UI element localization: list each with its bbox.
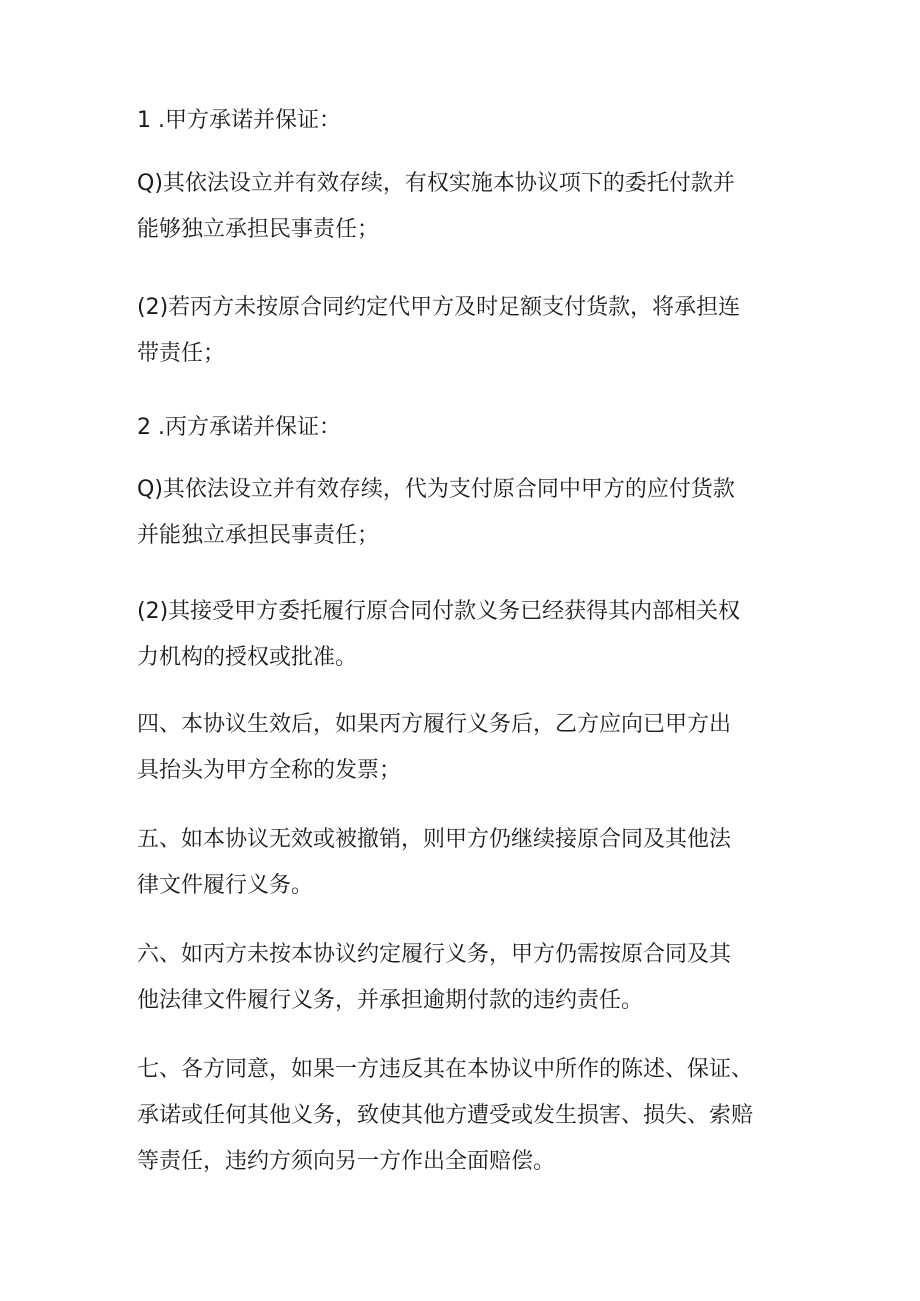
- text-line: 七、各方同意，如果一方违反其在本协议中所作的陈述、保证、: [137, 1057, 754, 1082]
- clause-four: [137, 702, 817, 794]
- clause-seven: [137, 1047, 817, 1185]
- clause-six: [137, 932, 817, 1024]
- text-line: 1 .甲方承诺并保证：: [137, 108, 341, 133]
- text-line: 他法律文件履行义务，并承担逾期付款的违约责任。: [137, 988, 644, 1013]
- text-line: 力机构的授权或批准。: [137, 645, 358, 670]
- clause-party-c-item-1: [137, 467, 817, 559]
- text-line: 五、如本协议无效或被撤销，则甲方仍继续接原合同及其他法: [137, 827, 732, 852]
- text-line: (2)若丙方未按原合同约定代甲方及时足额支付货款，将承担连: [137, 295, 741, 320]
- text-line: 2 .丙方承诺并保证：: [137, 415, 341, 440]
- clause-party-a-item-2: [137, 285, 817, 377]
- text-line: Q)其依法设立并有效存续，代为支付原合同中甲方的应付货款: [137, 477, 735, 502]
- text-line: 六、如丙方未按本协议约定履行义务，甲方仍需按原合同及其: [137, 942, 732, 967]
- text-line: 律文件履行义务。: [137, 873, 314, 898]
- text-line: 四、本协议生效后，如果丙方履行义务后，乙方应向已甲方出: [137, 712, 732, 737]
- text-line: 等责任，违约方须向另一方作出全面赔偿。: [137, 1149, 556, 1174]
- text-line: 带责任；: [137, 341, 226, 366]
- text-line: Q)其依法设立并有效存续，有权实施本协议项下的委托付款并: [137, 171, 735, 196]
- clause-party-c-heading: [137, 405, 817, 451]
- text-line: 具抬头为甲方全称的发票；: [137, 758, 402, 783]
- text-line: 能够独立承担民事责任；: [137, 217, 380, 242]
- clause-five: [137, 817, 817, 909]
- clause-party-a-item-1: [137, 161, 817, 253]
- clause-party-a-heading: [137, 98, 817, 144]
- clause-party-c-item-2: [137, 589, 817, 681]
- text-line: 承诺或任何其他义务，致使其他方遭受或发生损害、损失、索赔: [137, 1103, 754, 1128]
- text-line: 并能独立承担民事责任；: [137, 523, 380, 548]
- text-line: (2)其接受甲方委托履行原合同付款义务已经获得其内部相关权: [137, 599, 741, 624]
